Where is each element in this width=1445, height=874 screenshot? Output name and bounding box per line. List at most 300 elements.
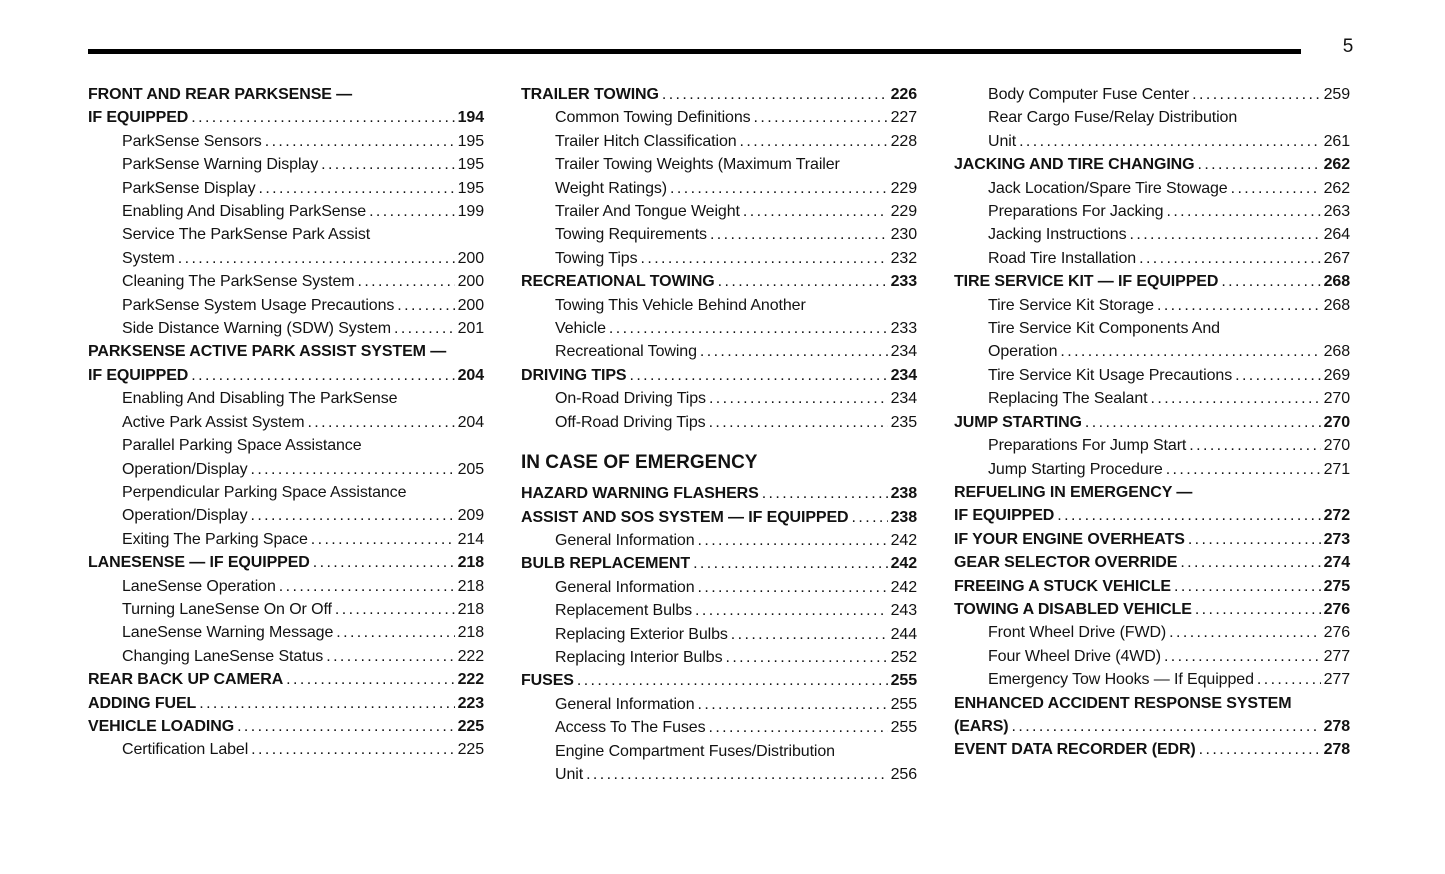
toc-entry	[521, 646, 917, 669]
toc-entry-page: 276	[1323, 624, 1350, 642]
toc-entry-page: 214	[457, 530, 484, 548]
dot-leader	[698, 576, 888, 599]
toc-entry-label: RECREATIONAL TOWING	[521, 273, 715, 291]
toc-column-1	[88, 83, 484, 786]
toc-entry	[88, 153, 484, 176]
dot-leader	[609, 317, 888, 340]
toc-entry-label: JACKING AND TIRE CHANGING	[954, 156, 1195, 174]
toc-entry-page: 199	[457, 203, 484, 221]
toc-entry-page: 204	[457, 366, 484, 384]
toc-entry-label: FUSES	[521, 672, 574, 690]
dot-leader	[321, 153, 454, 176]
toc-entry	[521, 340, 917, 363]
toc-entry	[954, 387, 1350, 410]
toc-entry-page: 222	[457, 647, 484, 665]
toc-entry	[521, 247, 917, 270]
dot-leader	[237, 715, 455, 738]
toc-entry-label: Exiting The Parking Space	[122, 530, 308, 548]
toc-entry-page: 222	[457, 671, 484, 689]
toc-entry-page: 263	[1323, 203, 1350, 221]
toc-entry-page: 230	[890, 226, 917, 244]
dot-leader	[754, 106, 888, 129]
toc-entry-page: 242	[890, 578, 917, 596]
toc-entry	[521, 529, 917, 552]
toc-entry	[521, 599, 917, 622]
dot-leader	[709, 411, 888, 434]
toc-entry	[954, 481, 1350, 504]
toc-entry-page: 242	[890, 531, 917, 549]
toc-entry	[954, 598, 1350, 621]
toc-entry	[954, 738, 1350, 761]
dot-leader	[1174, 575, 1321, 598]
toc-entry-label: Active Park Assist System	[122, 413, 305, 431]
toc-entry-page: 274	[1323, 554, 1350, 572]
toc-entry	[88, 551, 484, 574]
toc-entry-label: ParkSense Sensors	[122, 132, 262, 150]
toc-entry-page: 244	[890, 625, 917, 643]
toc-entry-label: Replacing The Sealant	[988, 390, 1148, 408]
toc-entry	[521, 482, 917, 505]
toc-entry-label: General Information	[555, 578, 695, 596]
toc-entry-label: Jack Location/Spare Tire Stowage	[988, 179, 1228, 197]
toc-entry	[521, 693, 917, 716]
toc-entry-label: Service The ParkSense Park Assist	[122, 226, 371, 244]
dot-leader	[1195, 598, 1321, 621]
toc-entry-label: Towing This Vehicle Behind Another	[555, 296, 806, 314]
dot-leader	[191, 364, 454, 387]
toc-entry-page: 218	[457, 624, 484, 642]
dot-leader	[1189, 434, 1320, 457]
toc-entry-label: VEHICLE LOADING	[88, 717, 235, 735]
dot-leader	[698, 693, 888, 716]
toc-entry	[954, 106, 1350, 129]
toc-entry-page: 226	[890, 86, 917, 103]
toc-entry-page: 225	[457, 717, 484, 735]
toc-entry-page: 270	[1323, 390, 1350, 408]
toc-entry	[954, 621, 1350, 644]
toc-entry	[954, 294, 1350, 317]
dot-leader	[1257, 668, 1321, 691]
toc-entry-label: Operation/Display	[122, 460, 248, 478]
dot-leader	[743, 200, 888, 223]
toc-entry-label: General Information	[555, 695, 695, 713]
toc-entry-page: 278	[1323, 717, 1350, 735]
dot-leader	[1166, 200, 1320, 223]
toc-entry	[88, 411, 484, 434]
toc-entry-label: Body Computer Fuse Center	[988, 86, 1190, 103]
toc-entry	[954, 692, 1350, 715]
toc-entry-label: TIRE SERVICE KIT — IF EQUIPPED	[954, 273, 1219, 291]
dot-leader	[1085, 411, 1321, 434]
toc-entry	[521, 552, 917, 575]
toc-entry-page: 252	[890, 648, 917, 666]
toc-entry	[521, 364, 917, 387]
toc-entry-label: TOWING A DISABLED VEHICLE	[954, 600, 1192, 618]
dot-leader	[251, 738, 454, 761]
toc-entry-label: Replacement Bulbs	[555, 602, 693, 620]
dot-leader	[191, 106, 454, 129]
toc-entry-label: FRONT AND REAR PARKSENSE —	[88, 86, 353, 103]
toc-entry	[954, 83, 1350, 106]
toc-entry-label: LANESENSE — IF EQUIPPED	[88, 554, 310, 572]
toc-entry-label: Preparations For Jump Start	[988, 437, 1187, 455]
toc-entry-page: 278	[1323, 741, 1350, 759]
dot-leader	[1130, 223, 1321, 246]
toc-entry-page: 267	[1323, 249, 1350, 267]
toc-entry	[88, 270, 484, 293]
toc-entry	[88, 458, 484, 481]
toc-entry-page: 264	[1323, 226, 1350, 244]
toc-entry-label: General Information	[555, 531, 695, 549]
toc-entry	[954, 528, 1350, 551]
dot-leader	[1180, 551, 1320, 574]
toc-entry	[88, 340, 484, 363]
toc-entry	[88, 504, 484, 527]
toc-entry-label: Tire Service Kit Usage Precautions	[988, 366, 1233, 384]
toc-entry-page: 227	[890, 109, 917, 127]
toc-entry	[954, 645, 1350, 668]
toc-entry-page: 269	[1323, 366, 1350, 384]
toc-entry-label: IF EQUIPPED	[88, 109, 189, 127]
toc-entry-page: 268	[1323, 296, 1350, 314]
toc-entry-label: System	[122, 249, 175, 267]
dot-leader	[629, 364, 887, 387]
dot-leader	[335, 598, 455, 621]
toc-entry-label: (EARS)	[954, 717, 1009, 735]
toc-entry-page: 200	[457, 273, 484, 291]
toc-entry-page: 243	[890, 602, 917, 620]
toc-entry-label: Off-Road Driving Tips	[555, 413, 706, 431]
toc-entry-page: 218	[457, 600, 484, 618]
toc-entry-label: Four Wheel Drive (4WD)	[988, 647, 1161, 665]
toc-entry-page: 205	[457, 460, 484, 478]
toc-entry-label: Jump Starting Procedure	[988, 460, 1163, 478]
toc-entry-label: IN CASE OF EMERGENCY	[521, 452, 758, 474]
toc-entry	[88, 715, 484, 738]
toc-entry	[954, 223, 1350, 246]
dot-leader	[731, 623, 888, 646]
page-number: 5	[1342, 36, 1354, 57]
toc-entry-label: Rear Cargo Fuse/Relay Distribution	[988, 109, 1238, 127]
toc-entry-label: Enabling And Disabling ParkSense	[122, 203, 367, 221]
toc-entry-label: Weight Ratings)	[555, 179, 668, 197]
toc-entry-label: Side Distance Warning (SDW) System	[122, 320, 391, 338]
dot-leader	[740, 130, 888, 153]
toc-entry-page: 232	[890, 249, 917, 267]
toc-entry	[88, 621, 484, 644]
toc-entry-label: Changing LaneSense Status	[122, 647, 324, 665]
dot-leader	[1192, 83, 1320, 106]
toc-entry	[521, 623, 917, 646]
toc-entry-page: 195	[457, 179, 484, 197]
toc-entry	[521, 106, 917, 129]
toc-entry-label: ADDING FUEL	[88, 694, 197, 712]
toc-entry-label: JUMP STARTING	[954, 413, 1082, 431]
toc-entry	[954, 317, 1350, 340]
toc-entry-page: 262	[1323, 179, 1350, 197]
toc-entry-label: Engine Compartment Fuses/Distribution	[555, 742, 835, 760]
toc-entry-page: 195	[457, 132, 484, 150]
toc-entry	[521, 317, 917, 340]
toc-entry-page: 194	[457, 109, 484, 127]
toc-entry	[954, 575, 1350, 598]
toc-entry	[954, 364, 1350, 387]
toc-entry-label: BULB REPLACEMENT	[521, 555, 691, 573]
dot-leader	[265, 130, 455, 153]
toc-entry	[521, 130, 917, 153]
toc-entry-page: 233	[890, 320, 917, 338]
dot-leader	[1197, 153, 1320, 176]
toc-entry	[954, 551, 1350, 574]
toc-entry-label: ParkSense Display	[122, 179, 256, 197]
toc-entry-label: LaneSense Operation	[122, 577, 276, 595]
dot-leader	[336, 621, 454, 644]
toc-entry	[521, 294, 917, 317]
toc-entry-label: Unit	[988, 132, 1017, 150]
toc-entry-page: 273	[1323, 530, 1350, 548]
toc-entry-page: 233	[890, 273, 917, 291]
toc-entry-label: Access To The Fuses	[555, 719, 706, 737]
toc-entry-label: Unit	[555, 765, 584, 783]
toc-entry	[88, 247, 484, 270]
dot-leader	[326, 645, 454, 668]
dot-leader	[852, 506, 888, 529]
dot-leader	[258, 177, 454, 200]
toc-entry	[954, 200, 1350, 223]
dot-leader	[1169, 621, 1320, 644]
toc-entry	[521, 740, 917, 763]
dot-leader	[586, 763, 888, 786]
dot-leader	[357, 270, 454, 293]
toc-entry	[521, 177, 917, 200]
dot-leader	[1060, 340, 1320, 363]
toc-entry-label: On-Road Driving Tips	[555, 390, 706, 408]
toc-entry-label: Vehicle	[555, 320, 606, 338]
table-of-contents	[88, 83, 1350, 786]
toc-entry-page: 228	[890, 132, 917, 150]
toc-entry-page: 223	[457, 694, 484, 712]
toc-entry-page: 195	[457, 156, 484, 174]
toc-entry	[521, 506, 917, 529]
toc-entry	[88, 223, 484, 246]
toc-entry	[88, 364, 484, 387]
toc-entry-page: 200	[457, 296, 484, 314]
toc-entry-page: 270	[1323, 437, 1350, 455]
toc-entry-page: 268	[1323, 343, 1350, 361]
dot-leader	[762, 482, 888, 505]
toc-entry-label: IF EQUIPPED	[88, 366, 189, 384]
toc-entry-page: 235	[890, 413, 917, 431]
toc-entry-label: Trailer And Tongue Weight	[555, 203, 740, 221]
dot-leader	[178, 247, 455, 270]
toc-entry-page: 272	[1323, 507, 1350, 525]
toc-entry-page: 277	[1323, 647, 1350, 665]
toc-entry-page: 255	[890, 672, 917, 690]
toc-entry	[954, 247, 1350, 270]
toc-entry	[88, 692, 484, 715]
dot-leader	[1157, 294, 1321, 317]
dot-leader	[1139, 247, 1320, 270]
dot-leader	[397, 294, 454, 317]
toc-entry	[954, 504, 1350, 527]
toc-entry-label: Perpendicular Parking Space Assistance	[122, 483, 407, 501]
dot-leader	[286, 668, 454, 691]
toc-entry	[954, 130, 1350, 153]
toc-entry	[88, 387, 484, 410]
toc-entry-page: 238	[890, 508, 917, 526]
toc-entry-label: Replacing Exterior Bulbs	[555, 625, 728, 643]
toc-entry-label: Common Towing Definitions	[555, 109, 751, 127]
toc-entry-label: ParkSense Warning Display	[122, 156, 319, 174]
toc-entry	[521, 411, 917, 434]
toc-entry	[521, 83, 917, 106]
toc-entry	[88, 317, 484, 340]
toc-entry-page: 234	[890, 343, 917, 361]
dot-leader	[250, 458, 454, 481]
toc-entry-page: 262	[1323, 156, 1350, 174]
dot-leader	[1151, 387, 1321, 410]
dot-leader	[394, 317, 455, 340]
toc-entry-label: Parallel Parking Space Assistance	[122, 437, 362, 455]
toc-entry	[88, 83, 484, 106]
dot-leader	[311, 528, 455, 551]
toc-entry-label: ParkSense System Usage Precautions	[122, 296, 395, 314]
toc-entry	[88, 177, 484, 200]
toc-entry-label: Tire Service Kit Components And	[988, 320, 1220, 338]
toc-entry	[954, 715, 1350, 738]
toc-entry-page: 256	[890, 765, 917, 783]
toc-entry	[88, 200, 484, 223]
toc-entry	[954, 177, 1350, 200]
toc-entry	[521, 387, 917, 410]
dot-leader	[693, 552, 888, 575]
dot-leader	[1231, 177, 1321, 200]
dot-leader	[369, 200, 455, 223]
toc-entry-page: 275	[1323, 577, 1350, 595]
toc-entry-page: 268	[1323, 273, 1350, 291]
toc-entry-label: FREEING A STUCK VEHICLE	[954, 577, 1171, 595]
dot-leader	[670, 177, 888, 200]
toc-entry-page: 242	[890, 555, 917, 573]
toc-entry-label: REAR BACK UP CAMERA	[88, 671, 284, 689]
toc-entry	[954, 458, 1350, 481]
dot-leader	[708, 716, 887, 739]
toc-entry	[954, 668, 1350, 691]
toc-entry	[521, 223, 917, 246]
dot-leader	[1188, 528, 1321, 551]
dot-leader	[1012, 715, 1321, 738]
toc-entry-page: 255	[890, 719, 917, 737]
toc-entry-label: Operation/Display	[122, 507, 248, 525]
toc-entry	[954, 340, 1350, 363]
toc-entry-page: 204	[457, 413, 484, 431]
toc-entry-label: IF YOUR ENGINE OVERHEATS	[954, 530, 1185, 548]
toc-column-2	[521, 83, 917, 786]
toc-entry	[954, 270, 1350, 293]
toc-entry-label: LaneSense Warning Message	[122, 624, 334, 642]
toc-column-3	[954, 83, 1350, 786]
toc-entry-label: Tire Service Kit Storage	[988, 296, 1154, 314]
dot-leader	[199, 692, 454, 715]
toc-chapter-heading	[521, 451, 917, 475]
toc-entry-page: 234	[890, 390, 917, 408]
dot-leader	[1019, 130, 1321, 153]
toc-entry-page: 209	[457, 507, 484, 525]
dot-leader	[710, 223, 888, 246]
toc-entry	[521, 669, 917, 692]
header-rule	[88, 49, 1301, 54]
toc-entry-page: 225	[457, 741, 484, 759]
toc-entry	[88, 434, 484, 457]
toc-entry-page: 276	[1323, 600, 1350, 618]
dot-leader	[1235, 364, 1320, 387]
toc-entry-label: Preparations For Jacking	[988, 203, 1164, 221]
dot-leader	[313, 551, 455, 574]
toc-entry	[521, 576, 917, 599]
dot-leader	[577, 669, 888, 692]
toc-entry-page: 261	[1323, 132, 1350, 150]
dot-leader	[279, 575, 455, 598]
dot-leader	[700, 340, 888, 363]
toc-entry	[88, 130, 484, 153]
dot-leader	[662, 83, 888, 106]
dot-leader	[641, 247, 888, 270]
toc-entry	[521, 153, 917, 176]
toc-entry-label: REFUELING IN EMERGENCY —	[954, 483, 1193, 501]
toc-entry-label: Cleaning The ParkSense System	[122, 273, 355, 291]
toc-entry	[521, 763, 917, 786]
dot-leader	[307, 411, 454, 434]
toc-entry-label: Front Wheel Drive (FWD)	[988, 624, 1167, 642]
toc-entry-label: Towing Tips	[555, 249, 638, 267]
toc-entry-label: Enabling And Disabling The ParkSense	[122, 390, 398, 408]
toc-entry-label: Trailer Towing Weights (Maximum Trailer	[555, 156, 840, 174]
dot-leader	[1164, 645, 1321, 668]
toc-entry-label: TRAILER TOWING	[521, 86, 659, 103]
toc-entry-page: 277	[1323, 671, 1350, 689]
toc-entry	[88, 668, 484, 691]
toc-entry-page: 255	[890, 695, 917, 713]
toc-entry	[88, 528, 484, 551]
toc-entry-label: PARKSENSE ACTIVE PARK ASSIST SYSTEM —	[88, 343, 447, 361]
dot-leader	[718, 270, 888, 293]
toc-entry	[521, 716, 917, 739]
toc-entry-page: 218	[457, 554, 484, 572]
dot-leader	[695, 599, 888, 622]
toc-entry-label: Emergency Tow Hooks — If Equipped	[988, 671, 1254, 689]
toc-entry-label: Certification Label	[122, 741, 249, 759]
toc-entry-page: 271	[1323, 460, 1350, 478]
toc-entry-page: 259	[1323, 86, 1350, 103]
dot-leader	[709, 387, 888, 410]
toc-entry-label: ENHANCED ACCIDENT RESPONSE SYSTEM	[954, 694, 1292, 712]
toc-entry-page: 229	[890, 203, 917, 221]
dot-leader	[1199, 738, 1321, 761]
toc-entry-label: DRIVING TIPS	[521, 366, 627, 384]
toc-entry	[88, 575, 484, 598]
toc-entry-page: 270	[1323, 413, 1350, 431]
toc-entry-page: 200	[457, 249, 484, 267]
toc-entry-label: Recreational Towing	[555, 343, 697, 361]
toc-entry	[88, 294, 484, 317]
dot-leader	[1166, 458, 1321, 481]
toc-entry-label: Operation	[988, 343, 1058, 361]
toc-entry	[88, 645, 484, 668]
toc-entry	[954, 434, 1350, 457]
toc-entry	[88, 598, 484, 621]
dot-leader	[725, 646, 887, 669]
toc-entry	[521, 200, 917, 223]
